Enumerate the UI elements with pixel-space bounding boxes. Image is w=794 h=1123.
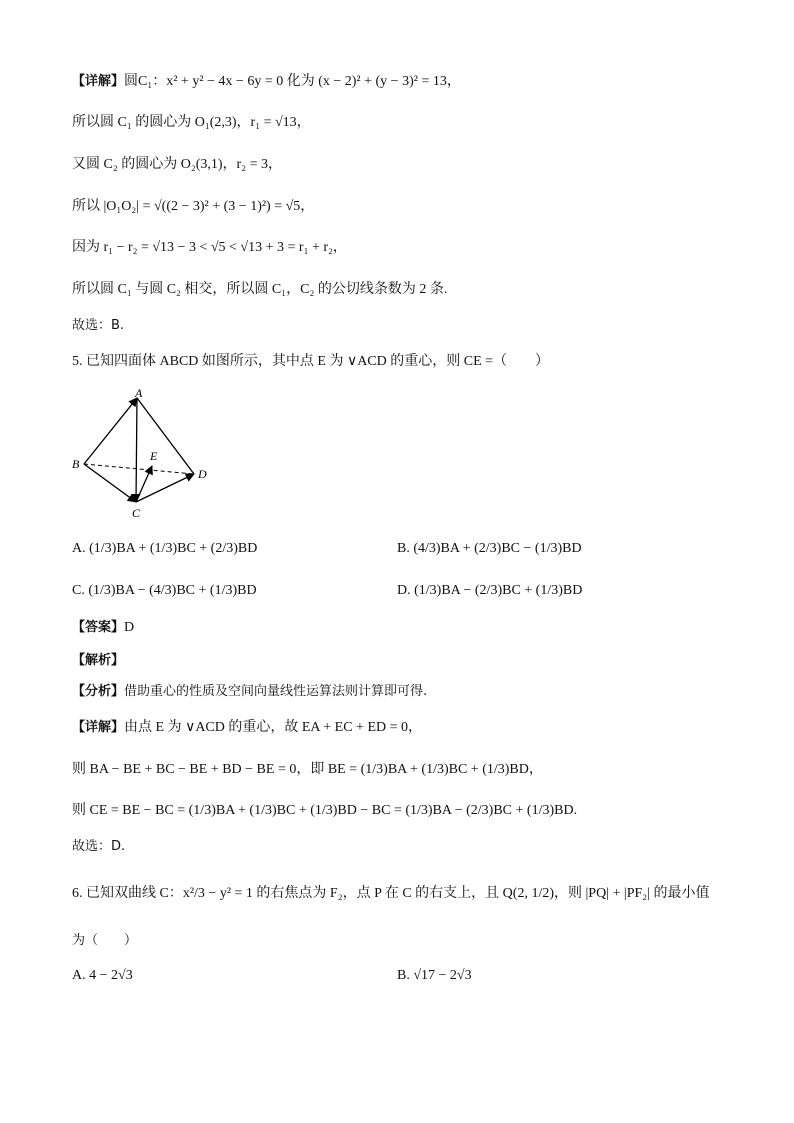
solution-line-1 <box>72 72 461 92</box>
choice-line-prev: 故选：B. <box>72 318 125 333</box>
analysis-tag: 【解析】 <box>72 653 125 668</box>
label-D: D <box>198 467 207 481</box>
solution-line-6: 所以圆 C₁ 与圆 C₂ 相交，所以圆 C₁，C₂ 的公切线条数为 2 条. <box>72 282 448 297</box>
analysis-line <box>72 682 427 702</box>
option-5B: B. (4/3)BA + (2/3)BC − (1/3)BD <box>397 541 582 556</box>
detail-line-1 <box>72 718 422 738</box>
detail-text-1: 由点 E 为 ∨ACD 的重心，故 EA + EC + ED = 0， <box>124 720 423 735</box>
option-6A: A. 4 − 2√3 <box>72 968 133 983</box>
edge-BA <box>84 398 137 464</box>
answer-value: D <box>124 620 135 635</box>
vector-CE <box>136 466 152 502</box>
answer-tag: 【答案】 <box>72 620 125 635</box>
label-B: B <box>72 457 80 471</box>
solution-line-2: 所以圆 C₁ 的圆心为 O₁(2,3)，r₁ = √13， <box>72 115 311 130</box>
question-6: 6. 已知双曲线 C：x²/3 − y² = 1 的右焦点为 F₂，点 P 在 C 的右支上，且 Q(2, 1/2)，则 |PQ| + |PF₂| 的最小值 <box>72 886 710 901</box>
label-C: C <box>132 506 141 520</box>
question-5: 5. 已知四面体 ABCD 如图所示，其中点 E 为 ∨ACD 的重心，则 CE =（ ） <box>72 354 550 369</box>
detail-tag-2: 【详解】 <box>72 720 125 735</box>
solution-line-5: 因为 r₁ − r₂ = √13 − 3 < √5 < √13 + 3 = r₁ + r₂， <box>72 240 347 255</box>
detail-line-3: 则 CE = BE − BC = (1/3)BA + (1/3)BC + (1/3)BD − BC = (1/3)BA − (2/3)BC + (1/3)BD. <box>72 803 578 818</box>
option-5A: A. (1/3)BA + (1/3)BC + (2/3)BD <box>72 541 258 556</box>
label-E: E <box>150 449 158 463</box>
option-5C: C. (1/3)BA − (4/3)BC + (1/3)BD <box>72 583 257 598</box>
solution-line-3: 又圆 C₂ 的圆心为 O₂(3,1)，r₂ = 3， <box>72 157 282 172</box>
solution-line-4: 所以 |O₁O₂| = √((2 − 3)² + (3 − 1)²) = √5， <box>72 199 315 214</box>
option-6B: B. √17 − 2√3 <box>397 968 472 983</box>
label-A: A <box>135 388 143 400</box>
solution-text: 圆C₁：x² + y² − 4x − 6y = 0 化为 (x − 2)² + (y − 3)² = 13， <box>124 74 461 89</box>
edge-AD <box>137 398 194 474</box>
tetrahedron-figure <box>70 388 220 520</box>
question-6-cont: 为（ ） <box>72 933 138 948</box>
edge-BC <box>84 464 136 502</box>
fenxi-tag: 【分析】 <box>72 684 125 699</box>
detail-line-2: 则 BA − BE + BC − BE + BD − BE = 0，即 BE = (1/3)BA + (1/3)BC + (1/3)BD， <box>72 762 543 777</box>
edge-BD-hidden <box>84 464 194 474</box>
answer-line <box>72 618 134 638</box>
fenxi-text: 借助重心的性质及空间向量线性运算法则计算即可得. <box>124 684 428 699</box>
edge-AC <box>136 398 137 502</box>
option-5D: D. (1/3)BA − (2/3)BC + (1/3)BD <box>397 583 583 598</box>
detail-tag: 【详解】 <box>72 74 125 89</box>
edge-CD <box>136 474 194 502</box>
choice-line-5: 故选：D. <box>72 839 126 854</box>
